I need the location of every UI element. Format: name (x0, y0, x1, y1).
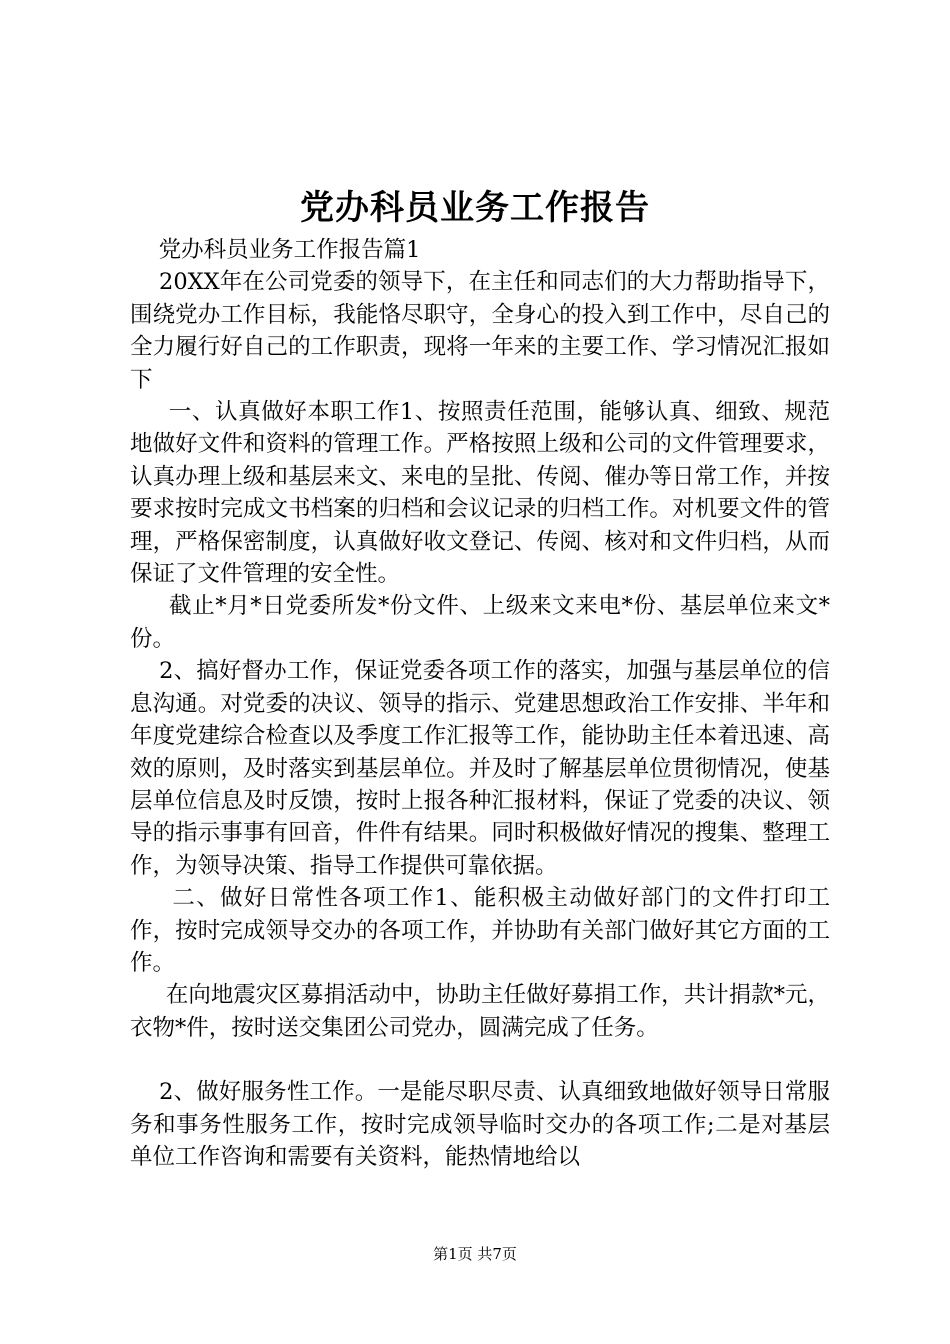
document-body (130, 234, 830, 1173)
paragraph-intro: 20XX年在公司党委的领导下，在主任和同志们的大力帮助指导下，围绕党办工作目标，我能恪尽职守，全身心的投入到工作中，尽自己的全力履行好自己的工作职责，现将一年来的主要工作、学习情况汇报如下 (130, 269, 831, 393)
paragraph-section-two: 二、做好日常性各项工作1、能积极主动做好部门的文件打印工作，按时完成领导交办的各项工作，并协助有关部门做好其它方面的工作。 (130, 885, 830, 976)
document-title: 党办科员业务工作报告 (300, 188, 650, 228)
paragraph-donation: 在向地震灾区募捐活动中，协助主任做好募捐工作，共计捐款*元，衣物*件，按时送交集团公司党办，圆满完成了任务。 (130, 982, 830, 1041)
paragraph-statistics: 截止*月*日党委所发*份文件、上级来文来电*份、基层单位来文*份。 (130, 593, 830, 652)
paragraph-service: 2、做好服务性工作。一是能尽职尽责、认真细致地做好领导日常服务和事务性服务工作，按时完成领导临时交办的各项工作;二是对基层单位工作咨询和需要有关资料，能热情地给以 (130, 1079, 830, 1170)
paragraph-supervision: 2、搞好督办工作，保证党委各项工作的落实，加强与基层单位的信息沟通。对党委的决议、领导的指示、党建思想政治工作安排、半年和年度党建综合检查以及季度工作汇报等工作，能协助主任本着迅速、高效的原则，及时落实到基层单位。并及时了解基层单位贯彻情况，使基层单位信息及时反馈，按时上报各种汇报材料，保证了党委的决议、领导的指示事事有回音，件件有结果。同时积极做好情况的搜集、整理工作，为领导决策、指导工作提供可靠依据。 (130, 658, 830, 879)
paragraph-section-one: 一、认真做好本职工作1、按照责任范围，能够认真、细致、规范地做好文件和资料的管理工作。严格按照上级和公司的文件管理要求，认真办理上级和基层来文、来电的呈批、传阅、催办等日常工作，并按要求按时完成文书档案的归档和会议记录的归档工作。对机要文件的管理，严格保密制度，认真做好收文登记、传阅、核对和文件归档，从而保证了文件管理的安全性。 (130, 399, 830, 588)
page-number-footer: 第1页 共7页 (433, 1245, 517, 1263)
paragraph-heading: 党办科员业务工作报告篇1 (130, 237, 421, 263)
